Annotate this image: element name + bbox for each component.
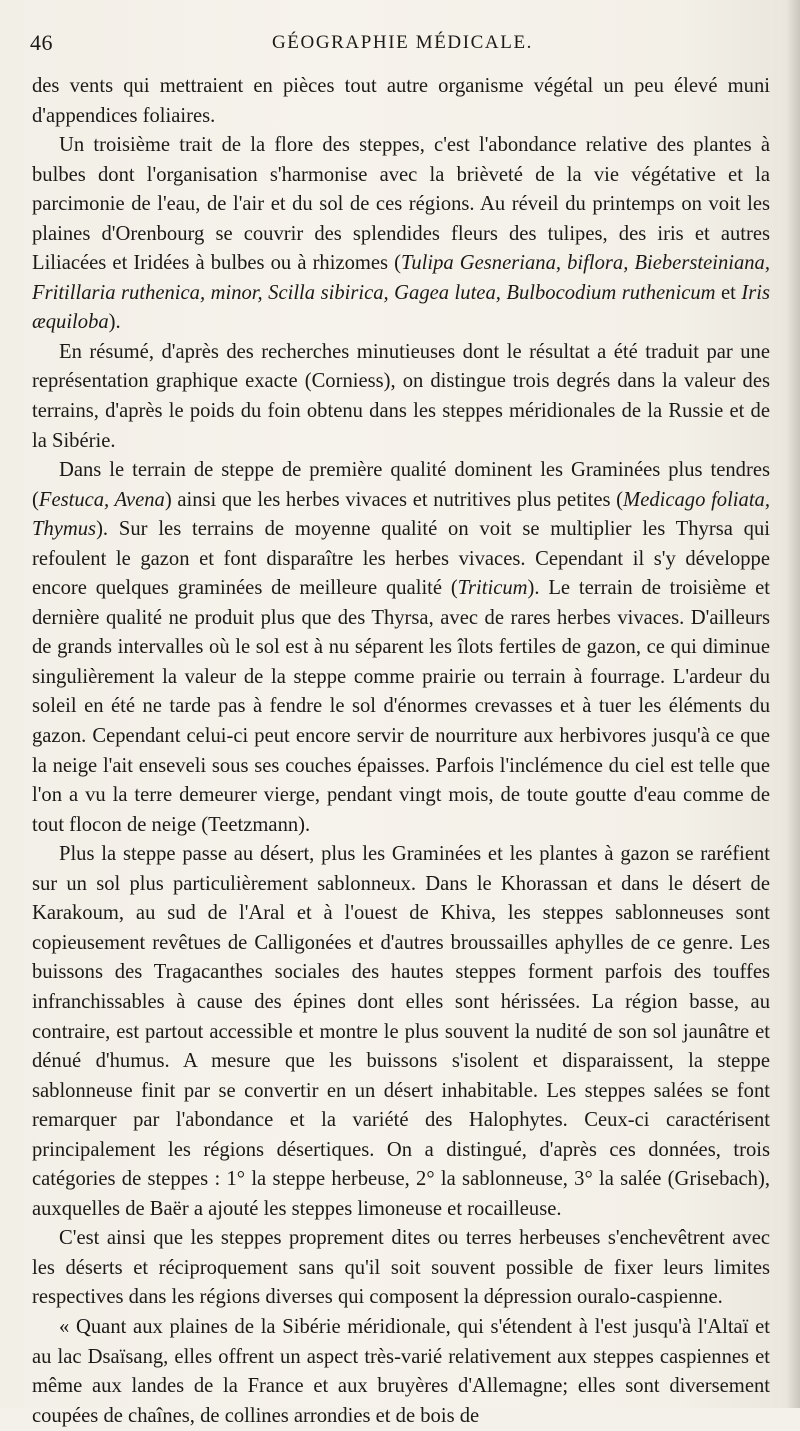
text-run: ). <box>108 311 121 334</box>
text-run: et <box>715 281 742 304</box>
text-run: Plus la steppe passe au désert, plus les Graminées et les plantes à gazon se raréfient sur un sol plus particulièrement sablonneux. Dans le Khorassan et dans le désert de Karakoum, au sud de l'Aral et à l'ouest de Khiva, les steppes sablonneuses sont copieusement revêtues de Calligonées et d'autres broussailles aphylles de ce genre. Les buissons des Tragacanthes sociales des hautes steppes forment parfois des touffes infranchissables à cause des épines dont elles sont hérissées. La région basse, au contraire, est partout accessible et montre le plus souvent la nudité de son sol jaunâtre et dénué d'humus. A mesure que les buissons s'isolent et disparaissent, la steppe sablonneuse finit par se convertir en un désert inhabitable. Les steppes salées se font remarquer par l'abondance et la variété des Halophytes. Ceux-ci caractérisent principalement les régions désertiques. On a distingué, d'après ces données, trois catégories de steppes : 1° la steppe herbeuse, 2° la sablonneuse, 3° la salée (Grisebach), auxquelles de Baër a ajouté les steppes limoneuse et rocailleuse. <box>32 843 770 1220</box>
text-run: En résumé, d'après des recherches minutieuses dont le résultat a été traduit par une représentation graphique exacte (Corniess), on distingue trois degrés dans la valeur des terrains, d'après le poids du foin obtenu dans les steppes méridionales de la Russie et de la Sibérie. <box>32 340 770 452</box>
italic-text-run: Triticum <box>457 577 528 600</box>
italic-text-run: Tulipa Gesneriana, biflora, Biebersteiniana, Fritillaria ruthenica, minor, Scilla sibirica, Gagea lutea, Bulbocodium ruthenicum <box>32 252 770 304</box>
body-text <box>32 72 770 1431</box>
page-edge-shadow <box>786 0 800 1408</box>
text-run: ). Sur les terrains de moyenne qualité on voit se multiplier les Thyrsa qui refoulent le gazon et font disparaître les herbes vivaces. Cependant il s'y développe encore quelques graminées de meilleure qualité ( <box>32 518 770 600</box>
italic-text-run: Festuca, Avena <box>38 488 165 511</box>
running-title: GÉOGRAPHIE MÉDICALE. <box>271 32 534 53</box>
text-run: ) ainsi que les herbes vivaces et nutritives plus petites ( <box>164 488 624 511</box>
page-header <box>30 30 775 60</box>
paragraph <box>32 131 770 338</box>
paragraph <box>32 456 770 840</box>
paragraph <box>32 1313 770 1431</box>
text-run: C'est ainsi que les steppes proprement dites ou terres herbeuses s'enchevêtrent avec les déserts et réciproquement sans qu'il soit souvent possible de fixer leurs limites respectives dans les régions diverses qui composent la dépression ouralo-caspienne. <box>32 1227 770 1309</box>
text-run: Un troisième trait de la flore des steppes, c'est l'abondance relative des plantes à bulbes dont l'organisation s'harmonise avec la brièveté de la vie végétative et la parcimonie de l'eau, de l'air et du sol de ces régions. Au réveil du printemps on voit les plaines d'Orenbourg se couvrir des splendides fleurs des tulipes, des iris et autres Liliacées et Iridées à bulbes ou à rhizomes ( <box>32 134 770 275</box>
paragraph <box>32 840 770 1224</box>
paragraph <box>32 338 770 456</box>
text-run: ). Le terrain de troisième et dernière qualité ne produit plus que des Thyrsa, avec de rares herbes vivaces. D'ailleurs de grands intervalles où le sol est à nu séparent les îlots fertiles de gazon, ce qui diminue singulièrement la valeur de la steppe comme prairie ou terrain à fourrage. L'ardeur du soleil en été ne tarde pas à fendre le sol d'énormes crevasses et à tuer les éléments du gazon. Cependant celui-ci peut encore servir de nourriture aux herbivores jusqu'à ce que la neige l'ait enseveli sous ses couches épaisses. Parfois l'inclémence du ciel est telle que l'on a vu la terre demeurer vierge, pendant vingt mois, de toute goutte d'eau comme de tout flocon de neige (Teetzmann). <box>32 577 770 836</box>
text-run: Dans le terrain de steppe de première qualité dominent les Graminées plus tendres ( <box>32 459 770 511</box>
text-run: « Quant aux plaines de la Sibérie méridionale, qui s'étendent à l'est jusqu'à l'Altaï et au lac Dsaïsang, elles offrent un aspect très-varié relativement aux steppes caspiennes et même aux landes de la France et aux bruyères d'Allemagne; elles sont diversement coupées de chaînes, de collines arrondies et de bois de <box>32 1315 770 1427</box>
paragraph <box>32 1224 770 1313</box>
paragraph <box>32 72 770 131</box>
page-number: 46 <box>30 30 53 55</box>
italic-text-run: Medicago foliata, Thymus <box>32 488 770 541</box>
italic-text-run: Iris æquiloba <box>32 281 770 334</box>
text-run: des vents qui mettraient en pièces tout autre organisme végétal un peu élevé muni d'appendices foliaires. <box>32 75 770 127</box>
